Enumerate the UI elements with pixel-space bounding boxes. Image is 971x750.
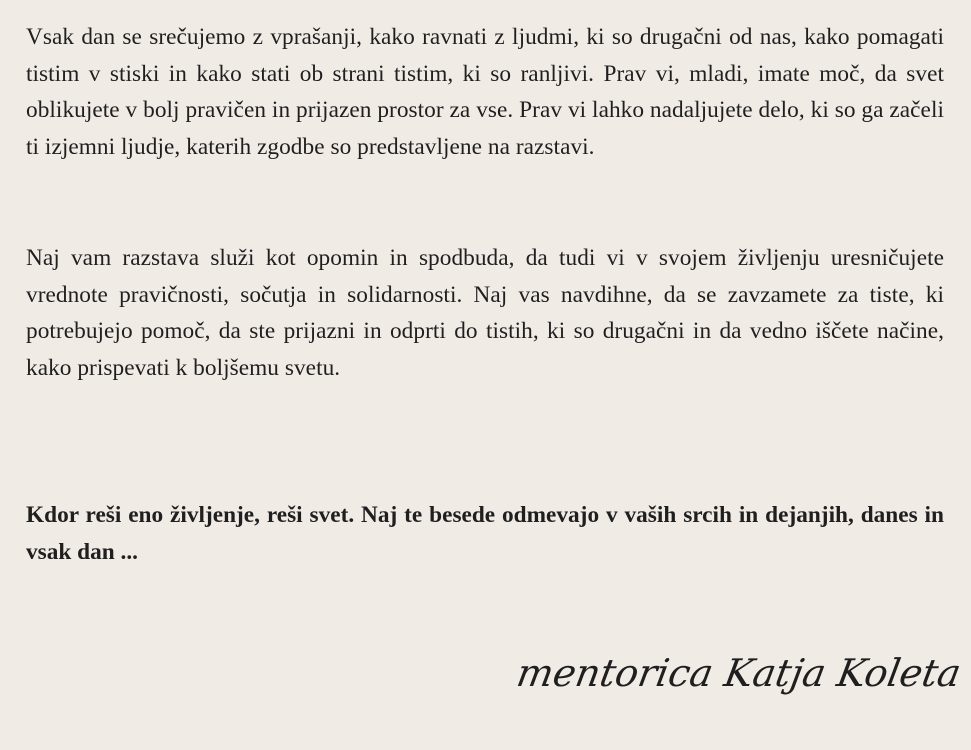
signature-text: mentorica Katja Koleta	[513, 651, 965, 696]
closing-statement: Kdor reši eno življenje, reši svet. Naj te besede odmevajo v vaših srcih in dejanjih, danes in vsak dan ...	[26, 502, 944, 565]
signature-graphic	[513, 636, 965, 716]
handwritten-signature	[513, 636, 965, 716]
paragraph-1: Vsak dan se srečujemo z vprašanji, kako ravnati z ljudmi, ki so drugačni od nas, kako pomagati tistim v stiski in kako stati ob strani tistim, ki so ranljivi. Prav vi, mladi, imate moč, da svet oblikujete v bolj pravičen in prijazen prostor za vse. Prav vi lahko nadaljujete delo, ki so ga začeli ti izjemni ljudje, katerih zgodbe so predstavljene na razstavi.	[26, 24, 944, 160]
paragraph-2: Naj vam razstava služi kot opomin in spodbuda, da tudi vi v svojem življenju uresničujete vrednote pravičnosti, sočutja in solidarnosti. Naj vas navdihne, da se zavzamete za tiste, ki potrebujejo pomoč, da ste prijazni in odprti do tistih, ki so drugačni in da vedno iščete načine, kako prispevati k boljšemu svetu.	[26, 245, 944, 381]
